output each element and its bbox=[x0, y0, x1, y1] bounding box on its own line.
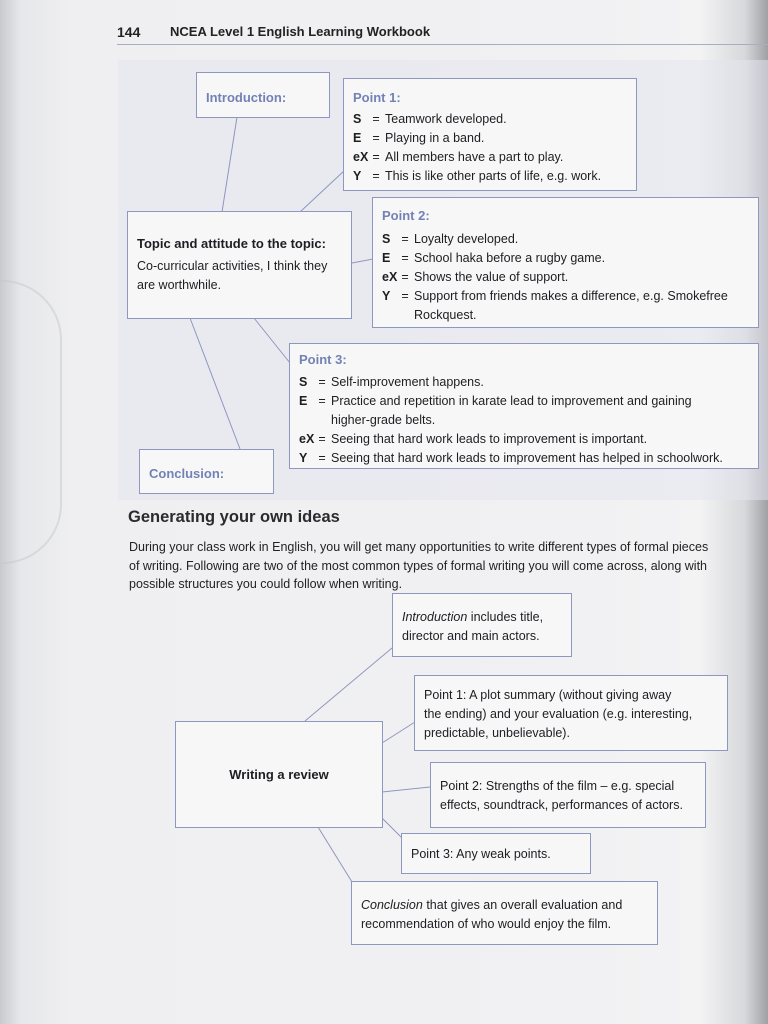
point-2-title: Point 2: bbox=[382, 208, 430, 223]
review-center-box bbox=[175, 721, 383, 828]
point-2-box bbox=[372, 197, 759, 328]
review-point-3-text: Point 3: Any weak points. bbox=[411, 847, 551, 861]
point-1-title: Point 1: bbox=[353, 90, 401, 105]
point-3-box bbox=[289, 343, 759, 469]
point-3-row-y: Y = Seeing that hard work leads to improvement has helped in schoolwork. bbox=[299, 451, 723, 465]
point-1-box bbox=[343, 78, 637, 191]
paragraph-line-2: of writing. Following are two of the most common types of formal writing you will come across, along with bbox=[129, 558, 708, 573]
review-introduction-box bbox=[392, 593, 572, 657]
review-point-3-box bbox=[401, 833, 591, 874]
point-1-row-e: E = Playing in a band. bbox=[353, 131, 485, 145]
point-3-row-e: E = Practice and repetition in karate lead to improvement and gaining higher-grade belts. bbox=[299, 394, 692, 427]
review-point-2-line-1: Point 2: Strengths of the film – e.g. special bbox=[440, 779, 675, 793]
conclusion-label: Conclusion: bbox=[149, 466, 225, 481]
paragraph-line-1: During your class work in English, you will get many opportunities to write different types of formal pieces bbox=[129, 540, 709, 554]
review-point-1-line-3: predictable, unbelievable). bbox=[424, 726, 570, 740]
topic-line-1: Co-curricular activities, I think they bbox=[137, 259, 328, 273]
point-3-row-ex: eX = Seeing that hard work leads to improvement is important. bbox=[299, 432, 648, 446]
point-1-row-y: Y = This is like other parts of life, e.g. work. bbox=[353, 169, 602, 183]
introduction-label: Introduction: bbox=[206, 90, 287, 105]
review-point-1-line-2: the ending) and your evaluation (e.g. interesting, bbox=[424, 707, 693, 721]
review-conclusion-line-1: Conclusion that gives an overall evaluation and bbox=[361, 898, 623, 912]
topic-heading: Topic and attitude to the topic: bbox=[137, 236, 326, 251]
point-2-row-s: S = Loyalty developed. bbox=[382, 232, 519, 246]
workbook-title: NCEA Level 1 English Learning Workbook bbox=[170, 24, 431, 39]
point-1-row-ex: eX = All members have a part to play. bbox=[353, 150, 564, 164]
review-point-1-line-1: Point 1: A plot summary (without giving away bbox=[424, 688, 672, 702]
introduction-box bbox=[196, 72, 330, 118]
section-paragraph bbox=[129, 538, 759, 594]
point-2-row-e: E = School haka before a rugby game. bbox=[382, 251, 606, 265]
topic-line-2: are worthwhile. bbox=[137, 278, 222, 292]
review-point-2-line-2: effects, soundtrack, performances of actors. bbox=[440, 798, 683, 812]
point-1-row-s: S = Teamwork developed. bbox=[353, 112, 507, 126]
point-3-title: Point 3: bbox=[299, 352, 347, 367]
topic-box bbox=[127, 211, 352, 319]
review-conclusion-line-2: recommendation of who would enjoy the film. bbox=[361, 917, 612, 931]
review-point-1-box bbox=[414, 675, 728, 751]
point-3-row-s: S = Self-improvement happens. bbox=[299, 375, 484, 389]
conclusion-box bbox=[139, 449, 274, 494]
review-conclusion-box bbox=[351, 881, 658, 945]
review-point-2-box bbox=[430, 762, 706, 828]
paragraph-line-3: possible structures you could follow when writing. bbox=[129, 577, 403, 591]
point-2-row-ex: eX = Shows the value of support. bbox=[382, 270, 569, 284]
section-title: Generating your own ideas bbox=[128, 508, 340, 526]
review-introduction-line-1: Introduction includes title, bbox=[402, 610, 544, 624]
page-number: 144 bbox=[117, 24, 141, 40]
review-introduction-line-2: director and main actors. bbox=[402, 629, 540, 643]
review-center-label: Writing a review bbox=[229, 767, 329, 782]
point-2-row-y: Y = Support from friends makes a difference, e.g. Smokefree Rockquest. bbox=[382, 289, 728, 322]
